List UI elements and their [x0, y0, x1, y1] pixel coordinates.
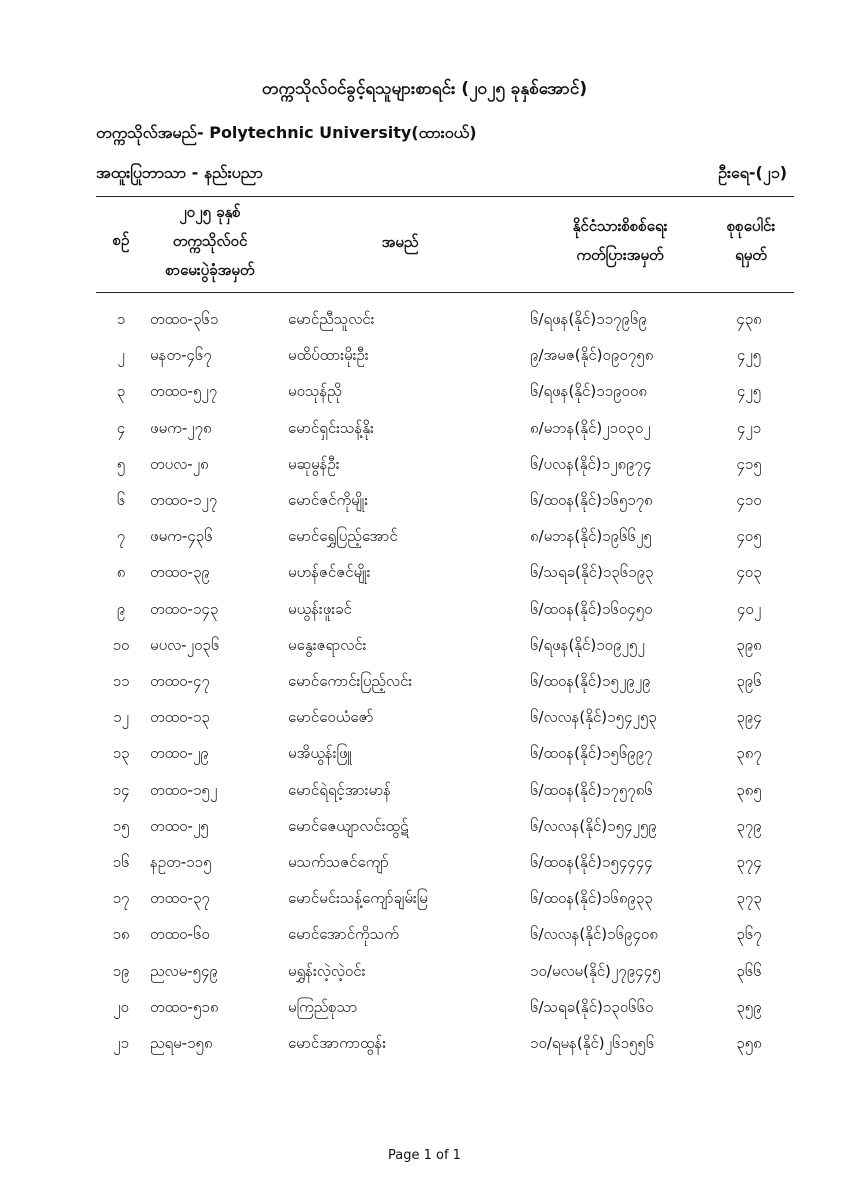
table-row — [96, 628, 794, 664]
total-score: ၃၉၆ — [736, 672, 762, 690]
table-row — [96, 374, 794, 410]
table-row — [96, 664, 794, 700]
nrc-number: ၈/မဘန(နိုင်)၂၁၀၃၀၂ — [530, 418, 651, 437]
nrc-number: ၉/အမဇ(နိုင်)၀၉၀၇၅၈ — [530, 346, 654, 365]
roll-number: တထဝ-၂၉ — [150, 744, 209, 763]
total-score: ၃၇၄ — [736, 853, 762, 871]
roll-number: တထဝ-၃၇ — [150, 889, 210, 908]
student-name: မောင်ဝေယံဇော် — [288, 708, 374, 727]
roll-number: ဖမက-၄၃၆ — [150, 527, 213, 546]
row-number: ၂၀ — [113, 997, 129, 1016]
table-row — [96, 700, 794, 736]
table-row — [96, 302, 794, 338]
roll-number: ညရမ-၁၅၈ — [150, 1034, 213, 1052]
row-number: ၂ — [117, 346, 125, 365]
row-number: ၁၆ — [112, 853, 130, 871]
nrc-number: ၁၀/မလမ(နိုင်)၂၇၉၄၄၅ — [530, 961, 661, 980]
total-score: ၃၆၆ — [736, 961, 762, 980]
nrc-number: ၆/ထဝန(နိုင်)၁၅၄၄၄၄ — [530, 853, 653, 871]
student-name: မထိပ်ထားမိုးဦး — [288, 346, 369, 365]
row-number: ၉ — [116, 599, 126, 618]
table-row — [96, 917, 794, 953]
total-score: ၃၇၉ — [736, 816, 762, 835]
total-score: ၃၆၇ — [736, 925, 762, 944]
total-score: ၄၂၅ — [736, 346, 762, 365]
roll-number: မပလ-၂၀၃၆ — [150, 635, 220, 654]
table-row — [96, 447, 794, 483]
nrc-number: ၆/ရဖန(နိုင်)၁၁၉၀၀၈ — [530, 382, 647, 401]
nrc-number: ၆/ထဝန(နိုင်)၁၆၈၉၃၃ — [530, 889, 653, 908]
col-header-nrc-line2: ကတ်ပြားအမှတ် — [576, 246, 664, 264]
total-score: ၃၉၈ — [736, 635, 762, 654]
col-header-roll-line3: စာမေးပွဲခုံအမှတ် — [165, 261, 255, 279]
nrc-number: ၆/ထဝန(နိုင်)၁၆၀၄၅၀ — [530, 599, 653, 618]
roll-number: တထဝ-၆၀ — [150, 925, 210, 944]
roll-number: တထဝ-၂၅ — [150, 816, 209, 835]
col-header-score-line2: ရမှတ် — [735, 246, 767, 264]
row-number: ၁ — [116, 310, 126, 328]
nrc-number: ၈/မဘန(နိုင်)၁၉၆၆၂၅ — [530, 527, 652, 546]
total-score: ၄၁၅ — [736, 454, 762, 473]
student-name: မနွေးဇရာလင်း — [288, 635, 367, 654]
student-name: မောင်ဇင်ကိုမျိုး — [288, 491, 369, 509]
row-number: ၇ — [116, 527, 126, 546]
roll-number: တပလ-၂၈ — [150, 454, 209, 473]
student-name: မောင်ရဲရင့်အားမာန် — [288, 780, 391, 799]
row-number: ၆ — [116, 491, 126, 509]
row-number: ၄ — [116, 418, 126, 437]
page-title: တက္ကသိုလ်ဝင်ခွင့်ရသူများစာရင်း (၂၀၂၅ ခုနှစ်အောင်) — [261, 79, 588, 99]
table-row — [96, 592, 794, 628]
row-number: ၁၅ — [112, 816, 130, 835]
student-name: မအိယွန်းဖြူ — [288, 744, 352, 763]
row-number: ၁၄ — [112, 780, 130, 799]
student-name: မဆုမွန်ဦး — [288, 454, 340, 473]
roll-number: တထဝ-၅၂၇ — [150, 382, 218, 401]
table-row — [96, 773, 794, 809]
col-header-nrc-line1: နိုင်ငံသားစိစစ်ရေး — [572, 217, 668, 235]
nrc-number: ၆/လလန(နိုင်)၁၅၄၂၅၉ — [530, 816, 657, 835]
page-footer: Page 1 of 1 — [388, 1148, 461, 1163]
row-number: ၁၉ — [112, 961, 130, 980]
col-header-roll-line2: တက္ကသိုလ်ဝင် — [172, 232, 248, 250]
roll-number: တထဝ-၃၆၁ — [150, 310, 219, 328]
student-name: မောင်ရွှေပြည့်အောင် — [288, 527, 398, 546]
col-header-no: စဉ် — [112, 231, 130, 249]
total-score: ၄၁၀ — [736, 491, 762, 509]
table-row — [96, 483, 794, 519]
student-name: မောင်ဇေယျာလင်းထွဋ် — [288, 816, 409, 835]
nrc-number: ၆/ထဝန(နိုင်)၁၅၆၉၉၇ — [530, 744, 653, 763]
nrc-number: ၆/ရဖန(နိုင်)၁၀၉၂၅၂ — [530, 635, 645, 654]
table-row — [96, 1026, 794, 1062]
row-number: ၂၁ — [113, 1034, 129, 1052]
total-score: ၃၈၅ — [736, 780, 762, 799]
seats-line: ဦးရေ-(၂၁) — [718, 163, 787, 182]
student-name: မရွှန်းလဲ့လဲ့ဝင်း — [288, 961, 366, 980]
nrc-number: ၆/လလန(နိုင်)၁၆၉၄၀၈ — [530, 925, 658, 944]
col-header-name: အမည် — [381, 233, 419, 251]
student-name: မောင်အောင်ကိုသက် — [288, 925, 399, 944]
row-number: ၈ — [116, 563, 126, 582]
total-score: ၃၇၃ — [736, 889, 762, 908]
student-name: မောင်ကောင်းပြည့်လင်း — [288, 672, 413, 690]
total-score: ၄၃၈ — [736, 310, 762, 328]
table-row — [96, 411, 794, 447]
student-name: မဟန်ဇင်ဇင်မျိုး — [288, 563, 371, 582]
total-score: ၄၂၅ — [736, 382, 762, 401]
table-row — [96, 881, 794, 917]
table-row — [96, 990, 794, 1026]
col-header-roll-line1: ၂၀၂၅ ခုနှစ် — [179, 203, 241, 221]
roll-number: တထဝ-၁၄၃ — [150, 599, 219, 618]
student-name: မောင်ရှင်းသန့်နိုး — [288, 418, 374, 437]
roll-number: တထဝ-၁၃ — [150, 708, 210, 727]
student-name: မဝသုန်ညို — [288, 382, 342, 401]
roll-number: ညလမ-၅၄၉ — [150, 961, 218, 980]
roll-number: တထဝ-၁၂၇ — [150, 491, 218, 509]
table-row — [96, 809, 794, 845]
table-row — [96, 338, 794, 374]
total-score: ၄၂၁ — [736, 418, 762, 437]
row-number: ၅ — [116, 454, 126, 473]
row-number: ၁၂ — [113, 708, 129, 727]
student-name: မယွန်းဖူးခင် — [288, 599, 352, 618]
total-score: ၄၀၃ — [736, 563, 762, 582]
student-name: မောင်အာကာထွန်း — [288, 1034, 387, 1052]
total-score: ၄၀၂ — [736, 599, 762, 618]
roll-number: တထဝ-၃၉ — [150, 563, 210, 582]
row-number: ၁၇ — [112, 889, 130, 908]
roll-number: ဖမက-၂၇၈ — [150, 418, 212, 437]
row-number: ၁၈ — [112, 925, 130, 944]
col-header-score-line1: စုစုပေါင်း — [726, 217, 776, 235]
row-number: ၁၀ — [112, 635, 130, 654]
student-name: မကြည်စုသာ — [288, 997, 358, 1016]
nrc-number: ၆/ထဝန(နိုင်)၁၇၅၇၈၆ — [530, 780, 653, 799]
col-header-score — [706, 212, 796, 270]
major-line: အထူးပြုဘာသာ - နည်းပညာ — [96, 163, 263, 182]
table-row — [96, 954, 794, 990]
student-name: မောင်မင်းသန့်ကျော်ချမ်းမြ — [288, 889, 428, 908]
table-row — [96, 845, 794, 881]
table-row — [96, 555, 794, 591]
nrc-number: ၆/ထဝန(နိုင်)၁၆၅၁၇၈ — [530, 491, 653, 509]
row-number: ၁၃ — [112, 744, 130, 763]
roll-number: မနတ-၄၆၇ — [150, 346, 212, 365]
total-score: ၃၅၈ — [736, 1034, 762, 1052]
table-row — [96, 736, 794, 772]
col-header-nrc — [520, 212, 720, 270]
row-number: ၁၁ — [112, 672, 130, 690]
roll-number: တထဝ-၁၅၂ — [150, 780, 218, 799]
total-score: ၃၉၄ — [736, 708, 762, 727]
total-score: ၃၈၇ — [736, 744, 762, 763]
nrc-number: ၆/ပလန(နိုင်)၁၂၈၉၇၄ — [530, 454, 652, 473]
nrc-number: ၆/သရခ(နိုင်)၁၃၀၆၆၀ — [530, 997, 654, 1016]
roll-number: နဥတ-၁၁၅ — [150, 853, 212, 871]
nrc-number: ၆/သရခ(နိုင်)၁၃၆၁၉၃ — [530, 563, 654, 582]
roll-number: တထဝ-၅၁၈ — [150, 997, 219, 1016]
nrc-number: ၁၀/ရမန(နိုင်)၂၆၁၅၅၆ — [530, 1034, 655, 1052]
nrc-number: ၆/ထဝန(နိုင်)၁၅၂၉၂၉ — [530, 672, 651, 690]
header-bottom-rule — [96, 292, 794, 293]
col-header-roll — [140, 198, 280, 285]
roll-number: တထဝ-၄၇ — [150, 672, 210, 690]
header-top-rule — [96, 196, 794, 197]
nrc-number: ၆/ရဖန(နိုင်)၁၁၇၉၆၉ — [530, 310, 647, 328]
total-score: ၃၅၉ — [736, 997, 762, 1016]
university-line: တက္ကသိုလ်အမည်- Polytechnic University(ထားဝယ်) — [96, 123, 477, 142]
table-row — [96, 519, 794, 555]
total-score: ၄၀၅ — [736, 527, 762, 546]
row-number: ၃ — [116, 382, 126, 401]
student-name: မောင်ညီသူလင်း — [288, 310, 375, 328]
student-name: မသက်သဇင်ကျော် — [288, 853, 389, 871]
nrc-number: ၆/လလန(နိုင်)၁၅၄၂၅၃ — [530, 708, 657, 727]
